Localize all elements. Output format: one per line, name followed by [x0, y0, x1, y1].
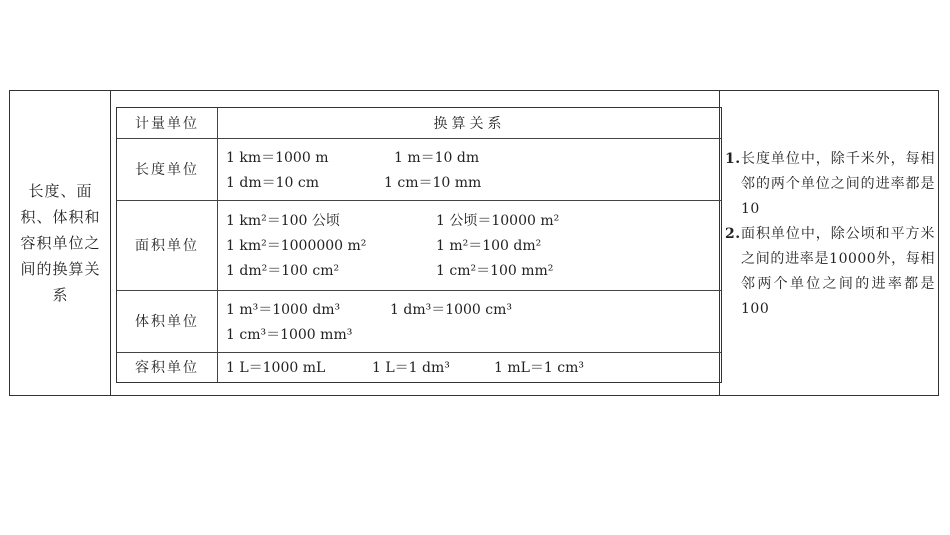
- relation-text: 1 mL＝1 cm³: [494, 360, 585, 377]
- unit-capacity: 容积单位: [117, 352, 218, 382]
- note-text: 面积单位中，除公顷和平方米之间的进率是10000外，每相邻两个单位之间的进率都是100: [741, 226, 935, 317]
- unit-area: 面积单位: [117, 200, 218, 290]
- relation-text: 1 dm³＝1000 cm³: [390, 301, 513, 318]
- notes-cell: [725, 147, 935, 322]
- relation-text: 1 m＝10 dm: [394, 149, 480, 166]
- relation-text: 1 km＝1000 m: [226, 149, 329, 166]
- relation-line: [226, 169, 721, 194]
- conversion-table: [116, 107, 722, 383]
- note-number: 1.: [725, 151, 741, 167]
- relation-cell: [218, 290, 722, 352]
- table-row: [117, 290, 721, 352]
- relation-text: 1 L＝1000 mL: [226, 360, 326, 377]
- topic-text: 长度、面积、体积和容积单位之间的换算关系: [20, 182, 101, 304]
- relation-cell: [218, 200, 722, 290]
- table-row: [117, 200, 721, 290]
- relation-line: [226, 321, 721, 346]
- table-row: [117, 352, 721, 382]
- table-header-row: [117, 108, 721, 138]
- table-row: [117, 138, 721, 200]
- relation-line: [226, 233, 721, 258]
- relation-text: 1 公顷＝10000 m²: [436, 213, 560, 229]
- relation-line: [226, 258, 721, 283]
- relation-text: 1 dm²＝100 cm²: [226, 263, 340, 279]
- unit-volume: 体积单位: [117, 290, 218, 352]
- relation-cell: [218, 138, 722, 200]
- relation-cell: [218, 352, 722, 382]
- header-relation: 换算关系: [218, 108, 722, 138]
- note-text: 长度单位中，除千米外，每相邻的两个单位之间的进率都是10: [741, 151, 935, 217]
- relation-text: 1 cm＝10 mm: [384, 174, 482, 191]
- knowledge-table: [9, 90, 939, 396]
- relation-line: [226, 208, 721, 233]
- topic-cell: [10, 91, 111, 395]
- unit-length: 长度单位: [117, 138, 218, 200]
- relation-text: 1 m³＝1000 dm³: [226, 301, 341, 318]
- relation-text: 1 L＝1 dm³: [372, 360, 450, 377]
- relation-text: 1 cm²＝100 mm²: [436, 263, 554, 279]
- relation-text: 1 m²＝100 dm²: [436, 238, 542, 254]
- relation-text: 1 dm＝10 cm: [226, 174, 319, 191]
- relation-line: [226, 296, 721, 321]
- relation-line: [226, 144, 721, 169]
- relation-text: 1 km²＝100 公顷: [226, 213, 340, 229]
- note-item: [725, 147, 935, 222]
- header-unit: 计量单位: [117, 108, 218, 138]
- note-number: 2.: [725, 226, 741, 242]
- relation-text: 1 km²＝1000000 m²: [226, 238, 367, 254]
- note-item: [725, 222, 935, 322]
- relation-text: 1 cm³＝1000 mm³: [226, 326, 353, 343]
- relation-line: [226, 355, 721, 380]
